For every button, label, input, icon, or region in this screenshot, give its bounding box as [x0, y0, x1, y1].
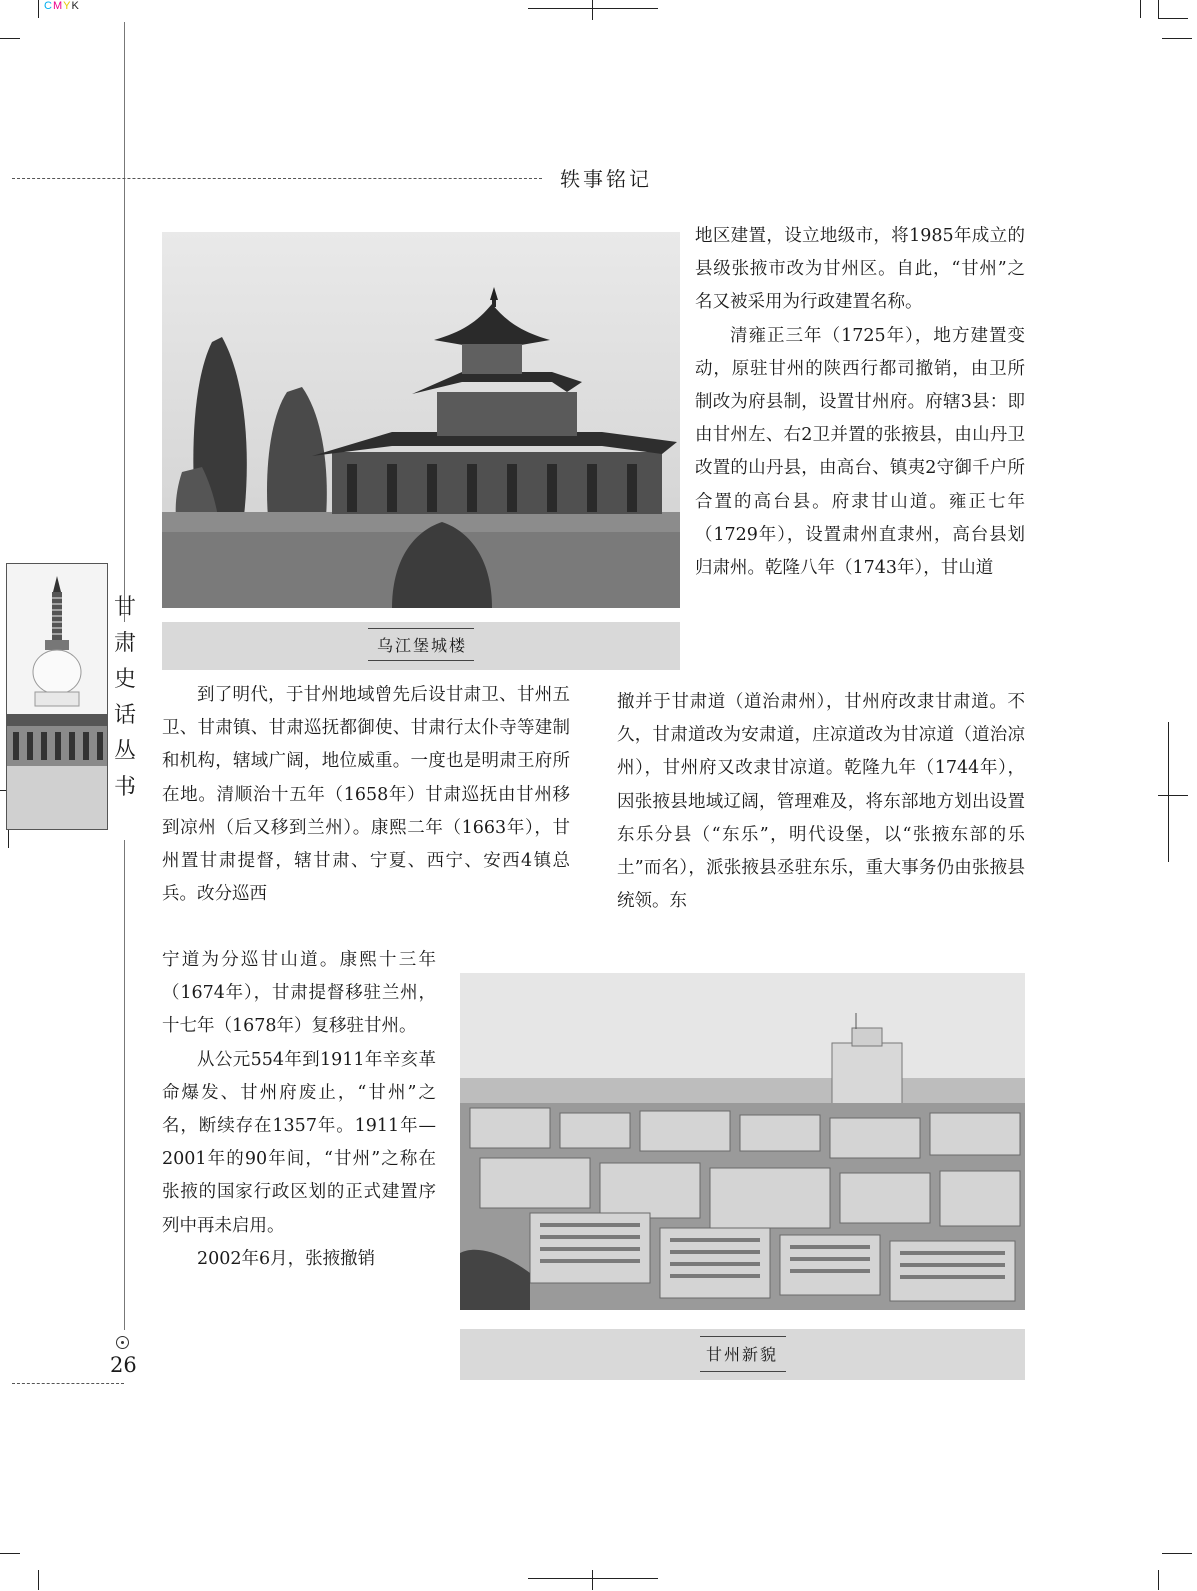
- crop-mark: [1162, 38, 1192, 39]
- photo-ganzhou-cityscape: [460, 973, 1025, 1310]
- caption-rule: [700, 1371, 786, 1372]
- photo-caption: 甘州新貌: [705, 1345, 778, 1364]
- left-narrow-column-text: [162, 944, 436, 1276]
- caption-rule: [368, 660, 474, 661]
- left-column-text: [162, 679, 570, 911]
- cmyk-m: M: [52, 0, 64, 12]
- series-title-char: 甘: [113, 595, 136, 620]
- cityscape-illustration: [460, 973, 1025, 1310]
- series-title-char: 史: [113, 667, 136, 692]
- right-column-continued-text: [617, 686, 1025, 918]
- margin-guide-line: [124, 22, 125, 622]
- crop-mark: [38, 1570, 39, 1590]
- crop-mark: [1168, 722, 1169, 862]
- cmyk-c: C: [44, 0, 53, 12]
- margin-guide-line: [124, 840, 125, 1330]
- series-title-char: 丛: [113, 739, 136, 764]
- paragraph: 从公元554年到1911年辛亥革命爆发、甘州府废止，“甘州”之名，断续存在1357年。1911年—2001年的90年间，“甘州”之称在张掖的国家行政区划的正式建置序列中再未启用。: [162, 1049, 436, 1236]
- crop-mark: [528, 1578, 658, 1579]
- crop-mark: [1158, 18, 1188, 19]
- paragraph: 宁道为分巡甘山道。康熙十三年（1674年），甘肃提督移驻兰州，十七年（1678年）复移驻甘州。: [162, 950, 436, 1037]
- cmyk-registration-label: [44, 0, 80, 12]
- header-dashed-rule: [12, 178, 542, 179]
- right-column-top-text: [695, 220, 1025, 585]
- crop-mark: [1140, 0, 1141, 18]
- paragraph: 到了明代，于甘州地域曾先后设甘肃卫、甘州五卫、甘肃镇、甘肃巡抚都御使、甘肃行太仆寺等建制和机构，辖域广阔，地位威重。一度也是明肃王府所在地。清顺治十五年（1658年）甘肃巡抚由甘州移到凉州（后又移到兰州）。康熙二年（1663年），甘州置甘肃提督，辖甘肃、宁夏、西宁、安西4镇总兵。改分巡西: [162, 685, 570, 905]
- running-header-title: 轶事铭记: [560, 167, 652, 191]
- caption-rule: [700, 1336, 786, 1337]
- paragraph: 2002年6月，张掖撤销: [197, 1248, 376, 1269]
- crop-mark: [592, 1570, 593, 1590]
- page-number-ornament: [116, 1336, 129, 1349]
- series-title-char: 话: [113, 703, 136, 728]
- page-number: 26: [110, 1353, 137, 1377]
- caption-rule: [368, 628, 474, 629]
- white-pagoda-illustration: [7, 564, 107, 829]
- gate-tower-illustration: [162, 232, 680, 608]
- crop-mark: [1162, 1553, 1192, 1554]
- crop-mark: [0, 1553, 20, 1554]
- series-title-char: 书: [113, 775, 136, 800]
- crop-mark: [1158, 0, 1159, 18]
- crop-mark: [1158, 1570, 1159, 1590]
- crop-mark: [1158, 795, 1188, 796]
- crop-mark: [592, 0, 593, 20]
- series-title-vertical: [112, 590, 138, 806]
- crop-mark: [38, 0, 39, 18]
- series-thumbnail-image: [6, 563, 108, 830]
- cmyk-y: Y: [63, 0, 72, 12]
- photo-caption: 乌江堡城楼: [376, 636, 467, 655]
- paragraph: 撤并于甘肃道（道治肃州），甘州府改隶甘肃道。不久，甘肃道改为安肃道，庄凉道改为甘凉道（道治凉州），甘州府又改隶甘凉道。乾隆九年（1744年），因张掖县地域辽阔，管理难及，将东部地方划出设置东乐分县（“东乐”，明代设堡，以“张掖东部的乐土”而名），派张掖县丞驻东乐，重大事务仍由张掖县统领。东: [617, 692, 1025, 912]
- paragraph: 地区建置，设立地级市，将1985年成立的县级张掖市改为甘州区。自此，“甘州”之名又被采用为行政建置名称。: [695, 226, 1025, 313]
- paragraph: 清雍正三年（1725年），地方建置变动，原驻甘州的陕西行都司撤销，由卫所制改为府县制，设置甘州府。府辖3县：即由甘州左、右2卫并置的张掖县，由山丹卫改置的山丹县，由高台、镇夷2守御千户所合置的高台县。府隶甘山道。雍正七年（1729年），设置肃州直隶州，高台县划归肃州。乾隆八年（1743年），甘山道: [695, 325, 1025, 579]
- footer-dashed-rule: [12, 1383, 124, 1384]
- series-title-char: 肃: [113, 631, 136, 656]
- photo-wujiangbu-gate-tower: [162, 232, 680, 608]
- crop-mark: [528, 8, 658, 9]
- crop-mark: [0, 38, 20, 39]
- cmyk-k: K: [71, 0, 80, 12]
